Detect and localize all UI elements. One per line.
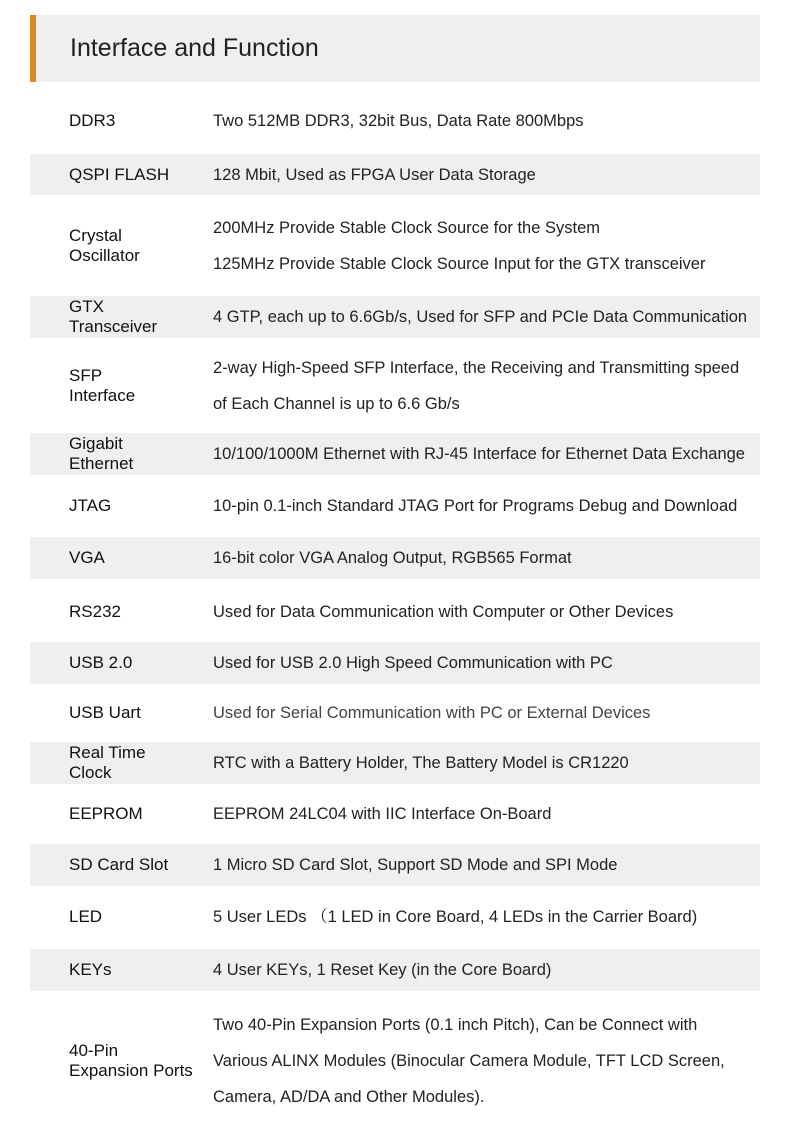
spec-description-line: 1 Micro SD Card Slot, Support SD Mode and SPI Mode bbox=[213, 856, 618, 874]
spec-description bbox=[213, 164, 765, 186]
spec-label-line: EEPROM bbox=[69, 804, 143, 823]
spec-description-line: 4 GTP, each up to 6.6Gb/s, Used for SFP and PCIe Data Communication bbox=[213, 308, 748, 326]
spec-description-line: Various ALINX Modules (Binocular Camera Module, TFT LCD Screen, bbox=[213, 1052, 725, 1070]
spec-label bbox=[69, 434, 209, 474]
spec-description bbox=[213, 803, 765, 825]
spec-description-line: Used for Data Communication with Computer or Other Devices bbox=[213, 603, 674, 621]
spec-label-line: Ethernet bbox=[69, 454, 134, 473]
spec-description bbox=[213, 306, 765, 328]
spec-description-line: 200MHz Provide Stable Clock Source for the System bbox=[213, 219, 601, 237]
spec-description bbox=[213, 752, 765, 774]
spec-row bbox=[30, 1000, 760, 1122]
spec-row bbox=[30, 433, 760, 475]
spec-description bbox=[213, 547, 765, 569]
spec-label bbox=[69, 602, 209, 622]
spec-row bbox=[30, 205, 760, 287]
spec-description bbox=[213, 906, 765, 928]
spec-row bbox=[30, 588, 760, 636]
spec-description-line: 16-bit color VGA Analog Output, RGB565 Format bbox=[213, 549, 572, 567]
spec-label-line: SD Card Slot bbox=[69, 855, 169, 874]
spec-row bbox=[30, 690, 760, 736]
header-accent-bar bbox=[30, 15, 36, 82]
spec-label bbox=[69, 743, 209, 783]
spec-row bbox=[30, 100, 760, 142]
spec-label-line: LED bbox=[69, 907, 103, 926]
spec-label bbox=[69, 804, 209, 824]
spec-row bbox=[30, 790, 760, 838]
spec-label-line: RS232 bbox=[69, 602, 121, 621]
section-header bbox=[30, 15, 760, 82]
spec-label-line: Clock bbox=[69, 763, 112, 782]
spec-row bbox=[30, 296, 760, 338]
spec-description bbox=[213, 495, 765, 517]
spec-row bbox=[30, 949, 760, 991]
spec-label bbox=[69, 855, 209, 875]
spec-row bbox=[30, 342, 760, 430]
spec-label-line: JTAG bbox=[69, 496, 112, 515]
spec-description-line: 4 User KEYs, 1 Reset Key (in the Core Board) bbox=[213, 961, 552, 979]
spec-description-line: Used for Serial Communication with PC or External Devices bbox=[213, 704, 651, 722]
spec-label-line: Oscillator bbox=[69, 246, 140, 265]
spec-description bbox=[213, 110, 765, 132]
spec-label bbox=[69, 1041, 209, 1081]
spec-row bbox=[30, 537, 760, 579]
spec-description bbox=[213, 652, 765, 674]
spec-description bbox=[213, 854, 765, 876]
spec-label bbox=[69, 548, 209, 568]
spec-label-line: SFP bbox=[69, 366, 103, 385]
spec-description bbox=[213, 1007, 765, 1115]
spec-label-line: Interface bbox=[69, 386, 136, 405]
spec-label bbox=[69, 297, 209, 337]
spec-label-line: QSPI FLASH bbox=[69, 164, 170, 184]
spec-description-line: 5 User LEDs （1 LED in Core Board, 4 LEDs in the Carrier Board) bbox=[213, 908, 698, 926]
spec-label bbox=[69, 111, 209, 131]
spec-label-line: USB 2.0 bbox=[69, 653, 133, 672]
spec-description-line: 10/100/1000M Ethernet with RJ-45 Interface for Ethernet Data Exchange bbox=[213, 445, 745, 463]
spec-label-line: Transceiver bbox=[69, 317, 158, 336]
spec-label bbox=[69, 960, 209, 980]
spec-label-line: USB Uart bbox=[69, 703, 141, 722]
spec-label bbox=[69, 703, 209, 723]
spec-description-line: Used for USB 2.0 High Speed Communication with PC bbox=[213, 654, 613, 672]
spec-label bbox=[69, 165, 209, 185]
spec-label bbox=[69, 496, 209, 516]
spec-row bbox=[30, 844, 760, 886]
spec-label-line: Real Time bbox=[69, 743, 146, 762]
section-title: Interface and Function bbox=[70, 34, 319, 62]
spec-row bbox=[30, 642, 760, 684]
spec-label-line: GTX bbox=[69, 297, 104, 316]
spec-label-line: DDR3 bbox=[69, 111, 116, 130]
spec-row bbox=[30, 893, 760, 941]
spec-row bbox=[30, 154, 760, 195]
spec-description bbox=[213, 210, 765, 282]
spec-description-line: 125MHz Provide Stable Clock Source Input for the GTX transceiver bbox=[213, 255, 706, 273]
spec-description bbox=[213, 702, 765, 724]
spec-description-line: Two 40-Pin Expansion Ports (0.1 inch Pitch), Can be Connect with bbox=[213, 1016, 698, 1034]
spec-label bbox=[69, 907, 209, 927]
spec-description-line: 128 Mbit, Used as FPGA User Data Storage bbox=[213, 165, 536, 184]
spec-label bbox=[69, 653, 209, 673]
spec-label-line: Crystal bbox=[69, 226, 122, 245]
spec-label bbox=[69, 226, 209, 266]
spec-description-line: RTC with a Battery Holder, The Battery Model is CR1220 bbox=[213, 754, 629, 772]
spec-description-line: EEPROM 24LC04 with IIC Interface On-Board bbox=[213, 805, 552, 823]
spec-row bbox=[30, 482, 760, 530]
spec-label-line: VGA bbox=[69, 548, 105, 567]
spec-label-line: Expansion Ports bbox=[69, 1061, 193, 1080]
spec-description bbox=[213, 601, 765, 623]
spec-description-line: 10-pin 0.1-inch Standard JTAG Port for Programs Debug and Download bbox=[213, 497, 738, 515]
spec-label-line: 40-Pin bbox=[69, 1041, 119, 1060]
spec-row bbox=[30, 742, 760, 784]
spec-description bbox=[213, 443, 765, 465]
spec-label-line: Gigabit bbox=[69, 434, 123, 453]
spec-description-line: 2-way High-Speed SFP Interface, the Receiving and Transmitting speed bbox=[213, 359, 740, 377]
spec-label bbox=[69, 366, 209, 406]
spec-description bbox=[213, 959, 765, 981]
spec-label-line: KEYs bbox=[69, 960, 112, 979]
spec-description bbox=[213, 350, 765, 422]
spec-description-line: Two 512MB DDR3, 32bit Bus, Data Rate 800Mbps bbox=[213, 112, 584, 130]
spec-description-line: Camera, AD/DA and Other Modules). bbox=[213, 1088, 485, 1106]
spec-description-line: of Each Channel is up to 6.6 Gb/s bbox=[213, 395, 460, 413]
